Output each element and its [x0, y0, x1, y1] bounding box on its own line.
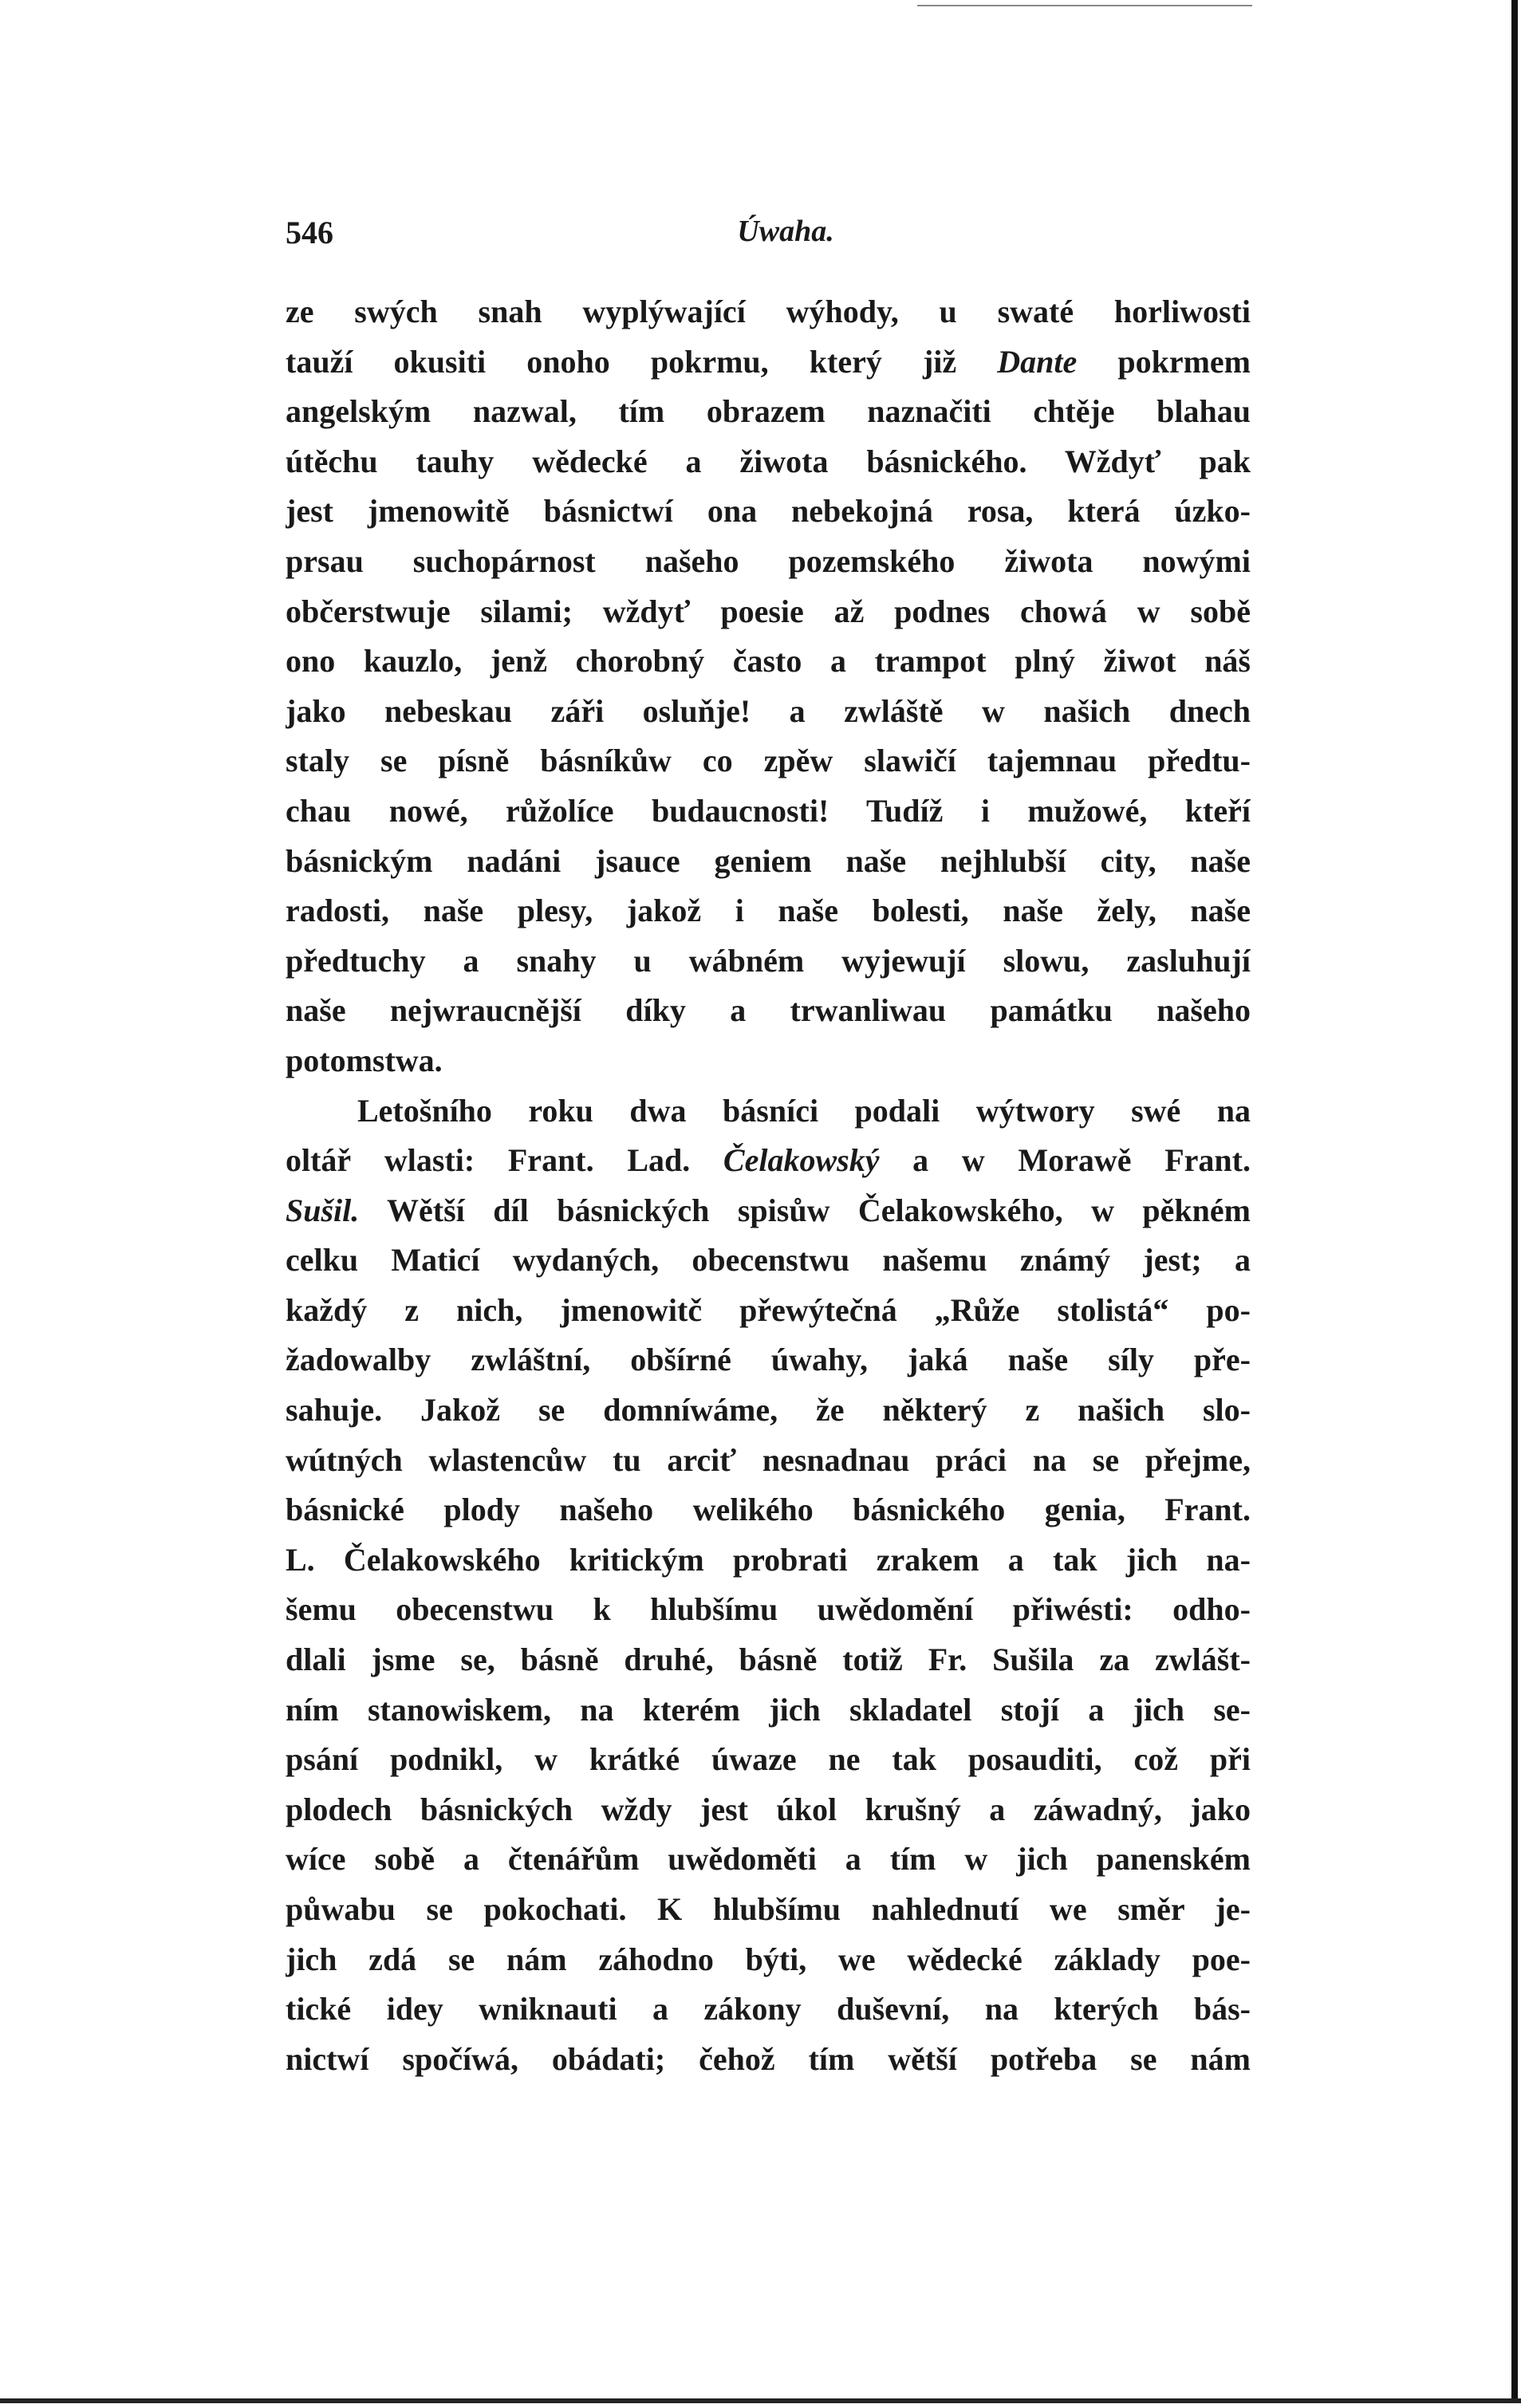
text-line: [286, 886, 1251, 936]
text-segment: Letošního roku dwa básníci podali wýtwory swé na: [357, 1092, 1251, 1129]
text-segment: chau nowé, růžolíce budaucnosti! Tudíž i mužowé, kteří: [286, 792, 1251, 829]
text-line: [286, 1186, 1251, 1236]
italic-text: Sušil.: [286, 1192, 360, 1228]
text-segment: jich zdá se nám záhodno býti, we wědecké základy poe-: [286, 1941, 1251, 1977]
text-segment: nictwí spočíwá, obádati; čehož tím wětší potřeba se nám: [286, 2040, 1251, 2077]
text-line: [286, 1885, 1251, 1935]
text-segment: angelským nazwal, tím obrazem naznačiti chtěje blahau: [286, 393, 1251, 430]
italic-text: Čelakowský: [723, 1142, 880, 1179]
text-segment: básnickým nadáni jsauce geniem naše nejhlubší city, naše: [286, 842, 1251, 879]
text-segment: půwabu se pokochati. K hlubšímu nahlednutí we směr je-: [286, 1891, 1251, 1927]
text-line: [286, 537, 1251, 587]
text-line: [286, 687, 1251, 737]
running-title: Úwaha.: [737, 215, 834, 248]
text-line: [286, 437, 1251, 487]
scan-edge-top: [917, 5, 1252, 6]
text-line: [286, 1485, 1251, 1535]
text-segment: tauží okusiti onoho pokrmu, který již: [286, 343, 998, 380]
text-line: [286, 1685, 1251, 1736]
text-segment: Wětší díl básnických spisůw Čelakowského, w pěkném: [359, 1192, 1251, 1228]
text-line: [286, 337, 1251, 388]
text-line: [286, 837, 1251, 887]
text-line: [286, 1785, 1251, 1835]
text-segment: žadowalby zwláštní, obšírné úwahy, jaká naše síly pře-: [286, 1342, 1251, 1378]
text-line: [286, 936, 1251, 987]
scan-edge-bottom: [0, 2398, 1521, 2403]
text-line: [286, 387, 1251, 437]
paragraph: [286, 1086, 1251, 2085]
text-line: [286, 736, 1251, 786]
text-line: [286, 1635, 1251, 1685]
text-segment: pokrmem: [1077, 343, 1251, 380]
text-segment: a w Morawě Frant.: [879, 1142, 1251, 1179]
text-segment: psání podnikl, w krátké úwaze ne tak posauditi, což při: [286, 1741, 1251, 1778]
text-line: [286, 1585, 1251, 1635]
body-text: [286, 287, 1251, 2084]
italic-text: Dante: [997, 343, 1078, 380]
text-segment: naše nejwraucnější díky a trwanliwau památku našeho: [286, 992, 1251, 1029]
text-segment: L. Čelakowského kritickým probrati zrakem a tak jich na-: [286, 1541, 1251, 1578]
text-segment: ze swých snah wyplýwající wýhody, u swaté horliwosti: [286, 294, 1251, 329]
text-line: [286, 1735, 1251, 1785]
text-segment: jest jmenowitě básnictwí ona nebekojná rosa, která úzko-: [286, 493, 1251, 530]
text-line: [286, 287, 1251, 337]
text-segment: útěchu tauhy wědecké a žiwota básnického. Wždyť pak: [286, 443, 1251, 479]
text-segment: celku Maticí wydaných, obecenstwu našemu známý jest; a: [286, 1242, 1251, 1279]
page-number: 546: [286, 215, 333, 250]
text-segment: plodech básnických wždy jest úkol krušný a záwadný, jako: [286, 1791, 1251, 1827]
text-segment: wútných wlastencůw tu arciť nesnadnau práci na se přejme,: [286, 1441, 1251, 1478]
text-segment: ono kauzlo, jenž chorobný často a trampot plný žiwot náš: [286, 643, 1251, 680]
text-line: [286, 1436, 1251, 1486]
page-header: [286, 214, 1249, 258]
text-line: [286, 487, 1251, 537]
text-line: [286, 1036, 1251, 1086]
text-segment: ním stanowiskem, na kterém jich skladatel stojí a jich se-: [286, 1691, 1251, 1728]
text-segment: potomstwa.: [286, 1042, 443, 1078]
text-line: [286, 1136, 1251, 1186]
text-line: [286, 1236, 1251, 1286]
text-segment: každý z nich, jmenowitč přewýtečná „Růže stolistá“ po-: [286, 1291, 1251, 1328]
scan-edge-right: [1511, 0, 1518, 2401]
text-segment: předtuchy a snahy u wábném wyjewují slowu, zasluhují: [286, 942, 1251, 979]
text-segment: radosti, naše plesy, jakož i naše bolesti, naše žely, naše: [286, 893, 1251, 929]
text-segment: oltář wlasti: Frant. Lad.: [286, 1142, 723, 1179]
text-line: [286, 1535, 1251, 1586]
text-segment: šemu obecenstwu k hlubšímu uwědomění přiwésti: odho-: [286, 1591, 1251, 1628]
text-segment: básnické plody našeho welikého básnického genia, Frant.: [286, 1492, 1251, 1528]
text-segment: prsau suchopárnost našeho pozemského žiwota nowými: [286, 542, 1251, 579]
text-line: [286, 1286, 1251, 1336]
text-line: [286, 1335, 1251, 1385]
text-line: [286, 1835, 1251, 1885]
text-line: [286, 1086, 1251, 1137]
text-line: [286, 786, 1251, 837]
paragraph: [286, 287, 1251, 1086]
text-segment: wíce sobě a čtenářům uwědoměti a tím w jich panenském: [286, 1841, 1251, 1878]
text-segment: dlali jsme se, básně druhé, básně totiž Fr. Sušila za zwlášt-: [286, 1641, 1251, 1678]
text-line: [286, 1385, 1251, 1436]
text-segment: jako nebeskau záři osluňje! a zwláště w našich dnech: [286, 692, 1251, 729]
text-segment: staly se písně básníkůw co zpěw slawičí tajemnau předtu-: [286, 743, 1251, 779]
text-line: [286, 2035, 1251, 2085]
text-segment: sahuje. Jakož se domníwáme, že některý z našich slo-: [286, 1392, 1251, 1429]
text-line: [286, 587, 1251, 637]
text-segment: tické idey wniknauti a zákony duševní, na kterých bás-: [286, 1991, 1251, 2028]
text-line: [286, 1935, 1251, 1985]
text-line: [286, 986, 1251, 1036]
text-line: [286, 636, 1251, 687]
text-line: [286, 1984, 1251, 2035]
text-segment: občerstwuje silami; wždyť poesie až podnes chowá w sobě: [286, 593, 1251, 629]
